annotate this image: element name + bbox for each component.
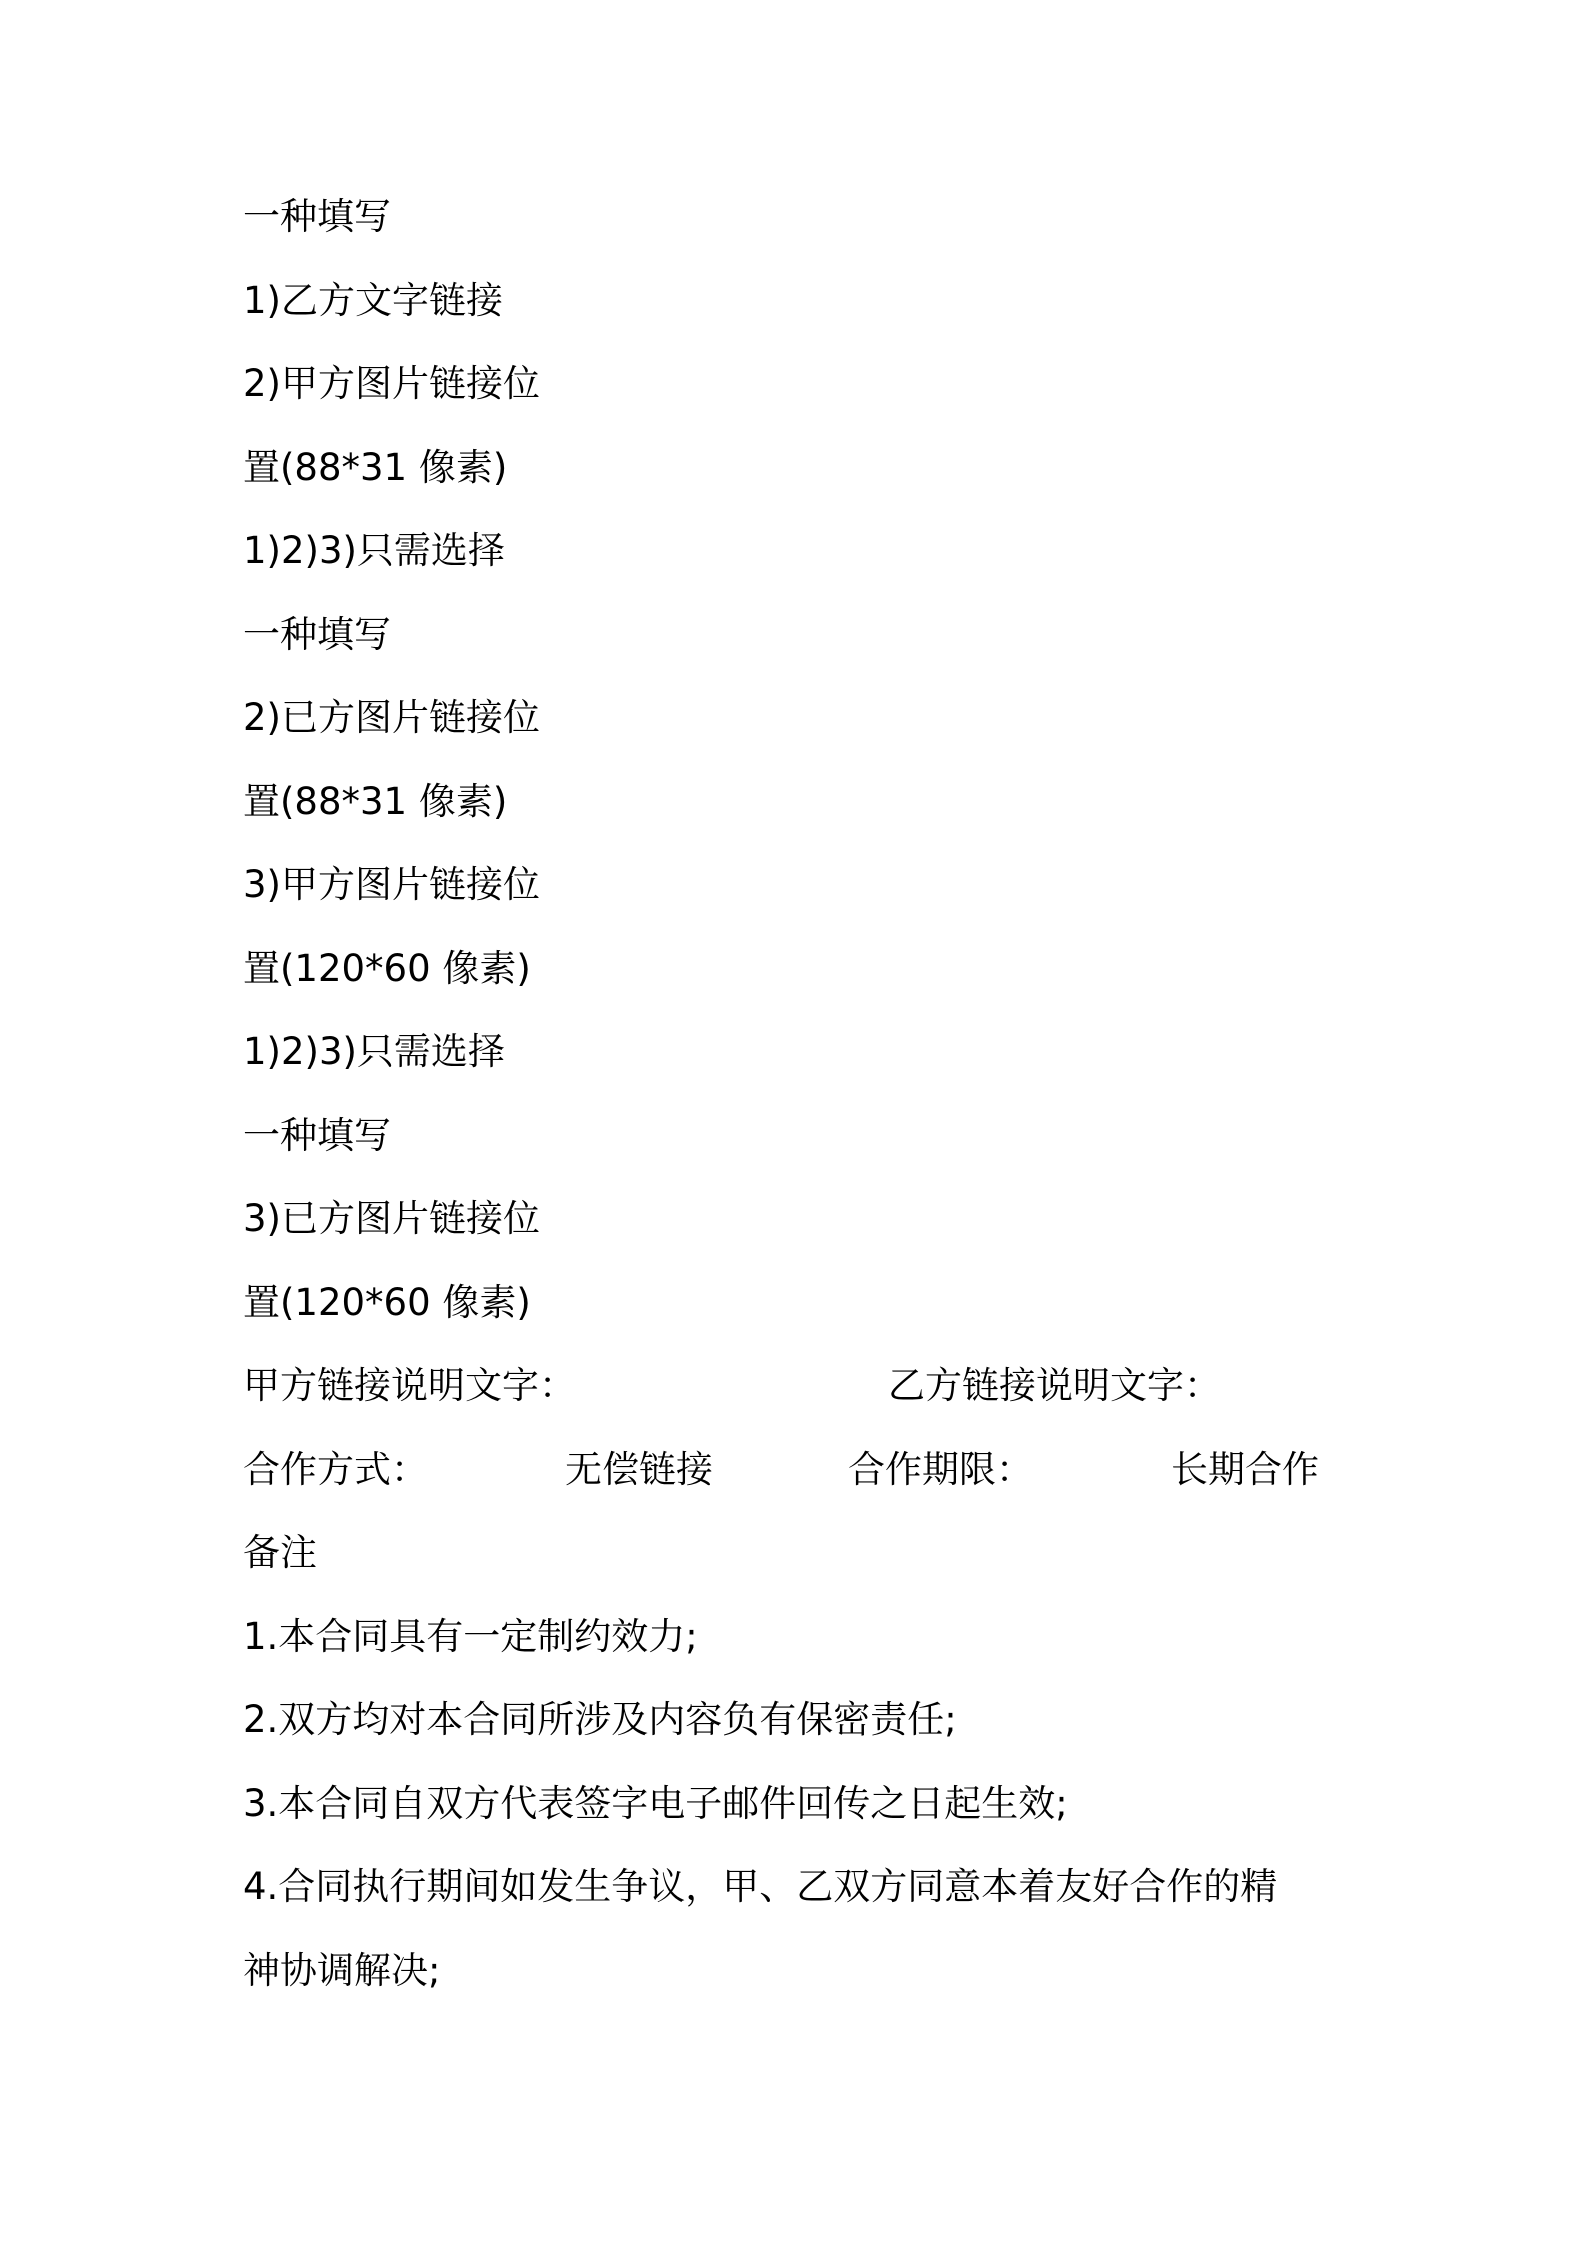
text-line: 一种填写	[243, 612, 391, 656]
cooperation-mode-value: 无偿链接	[565, 1447, 713, 1491]
text-line: 置(120*60 像素)	[243, 946, 531, 990]
text-line: 一种填写	[243, 1113, 391, 1157]
remark-item: 2.双方均对本合同所涉及内容负有保密责任;	[243, 1698, 957, 1741]
text-line: 2)甲方图片链接位	[243, 362, 540, 405]
text-line: 1)2)3)只需选择	[243, 1030, 505, 1073]
text-line: 一种填写	[243, 195, 391, 238]
remark-item: 1.本合同具有一定制约效力;	[243, 1614, 698, 1658]
document-page	[243, 196, 1363, 2033]
remark-item: 神协调解决;	[243, 1948, 441, 1992]
party-b-link-desc-label: 乙方链接说明文字：	[888, 1364, 1221, 1407]
cooperation-mode-label: 合作方式：	[243, 1447, 428, 1491]
text-line: 1)2)3)只需选择	[243, 529, 505, 572]
text-line: 2)已方图片链接位	[243, 696, 540, 739]
link-description-row	[243, 1365, 1363, 1406]
cooperation-term-label: 合作期限：	[848, 1447, 1033, 1491]
party-a-link-desc-label: 甲方链接说明文字：	[243, 1364, 576, 1407]
remarks-title: 备注	[243, 1531, 317, 1574]
cooperation-row	[243, 1449, 1363, 1490]
cooperation-term-value: 长期合作	[1171, 1447, 1319, 1491]
remark-item: 4.合同执行期间如发生争议，甲、乙双方同意本着友好合作的精	[243, 1865, 1278, 1908]
text-line: 3)已方图片链接位	[243, 1197, 540, 1240]
remark-item: 3.本合同自双方代表签字电子邮件回传之日起生效;	[243, 1781, 1068, 1825]
text-line: 置(88*31 像素)	[243, 445, 508, 489]
text-line: 置(120*60 像素)	[243, 1280, 531, 1324]
text-line: 1)乙方文字链接	[243, 278, 503, 322]
text-line: 3)甲方图片链接位	[243, 863, 540, 906]
text-line: 置(88*31 像素)	[243, 779, 508, 823]
